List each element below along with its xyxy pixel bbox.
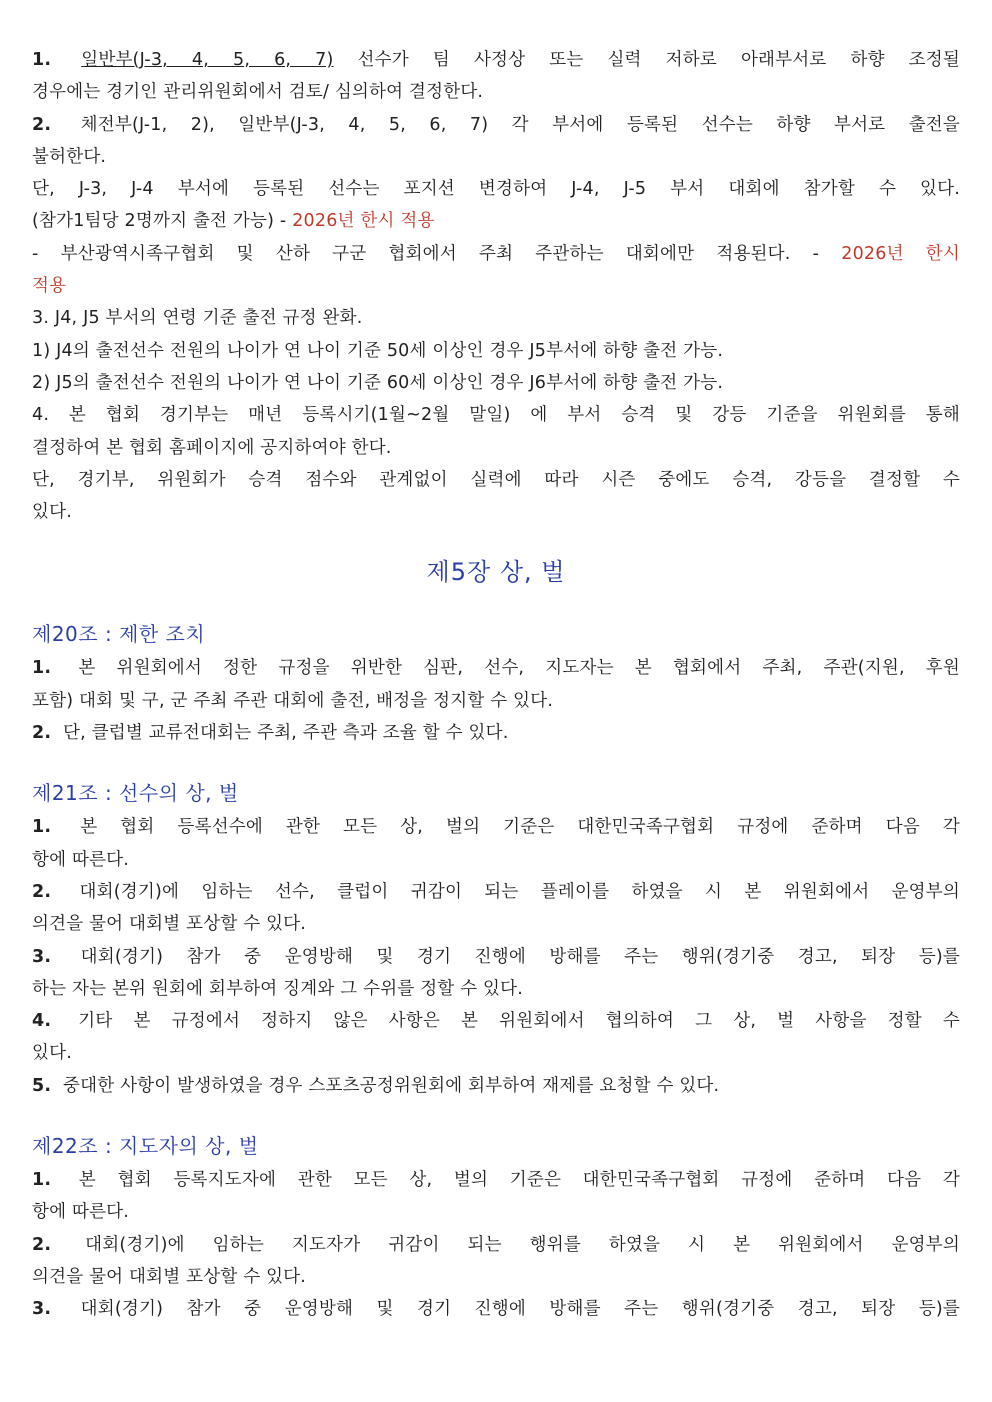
article-item-cont: 하는 자는 본위 원회에 회부하여 징계와 그 수위를 정할 수 있다. (32, 978, 524, 999)
para-line: 1) J4의 출전선수 전원의 나이가 연 나이 기준 50세 이상인 경우 J5부서에 하향 출전 가능. (32, 340, 724, 361)
article-item: 2. 대회(경기)에 임하는 선수, 클럽이 귀감이 되는 플레이를 하였을 시 본 위원회에서 운영부의 (32, 881, 960, 902)
article-item-cont: 항에 따른다. (32, 849, 130, 870)
article-item-cont: 항에 따른다. (32, 1202, 130, 1223)
para-line: 단, 경기부, 위원회가 승격 점수와 관계없이 실력에 따라 시즌 중에도 승격, 강등을 결정할 수 (32, 469, 960, 490)
article-item: 3. 대회(경기) 참가 중 운영방해 및 경기 진행에 방해를 주는 행위(경기중 경고, 퇴장 등)를 (32, 1299, 960, 1320)
para-line: 1. 일반부(J-3, 4, 5, 6, 7) 선수가 팀 사정상 또는 실력 저하로 아래부서로 하향 조정될 (32, 50, 960, 70)
article-item: 1. 본 위원회에서 정한 규정을 위반한 심판, 선수, 지도자는 본 협회에서 주최, 주관(지원, 후원 (32, 658, 960, 679)
para-line: 2) J5의 출전선수 전원의 나이가 연 나이 기준 60세 이상인 경우 J6부서에 하향 출전 가능. (32, 372, 724, 393)
red-note: 2026년 한시 적용 (292, 211, 435, 232)
para-line: 3. J4, J5 부서의 연령 기준 출전 규정 완화. (32, 308, 363, 329)
para-line (32, 270, 960, 302)
para-line: 결정하여 본 협회 홈페이지에 공지하여야 한다. (32, 437, 392, 458)
article-item: 2. 대회(경기)에 임하는 지도자가 귀감이 되는 행위를 하였을 시 본 위원회에서 운영부의 (32, 1234, 960, 1255)
article-item: 1. 본 협회 등록선수에 관한 모든 상, 벌의 기준은 대한민국족구협회 규정에 준하며 다음 각 (32, 817, 960, 838)
para-line: 2. 체전부(J-1, 2), 일반부(J-3, 4, 5, 6, 7) 각 부서에 등록된 선수는 하향 부서로 출전을 (32, 114, 961, 135)
document-page (32, 44, 960, 1326)
article-item: 4. 기타 본 규정에서 정하지 않은 사항은 본 위원회에서 협의하여 그 상, 벌 사항을 정할 수 (32, 1011, 960, 1032)
red-note: 적용 (32, 276, 67, 297)
red-note: 2026년 한시 (841, 243, 960, 264)
chapter-title: 제5장 상, 벌 (426, 558, 566, 587)
article-title: 제22조 : 지도자의 상, 벌 (32, 1134, 259, 1159)
para-line: (참가1팀당 2명까지 출전 가능) - 2026년 한시 적용 (32, 211, 435, 232)
para-line: 있다. (32, 502, 72, 523)
article-item: 5. 중대한 사항이 발생하였을 경우 스포츠공정위원회에 회부하여 재제를 요청할 수 있다. (32, 1075, 720, 1096)
article-item: 1. 본 협회 등록지도자에 관한 모든 상, 벌의 기준은 대한민국족구협회 규정에 준하며 다음 각 (32, 1170, 960, 1191)
para-line: 4. 본 협회 경기부는 매년 등록시기(1월~2월 말일) 에 부서 승격 및 강등 기준을 위원회를 통해 (32, 405, 960, 426)
article-item-cont: 의견을 물어 대회별 포상할 수 있다. (32, 1266, 307, 1287)
para-line: 경우에는 경기인 관리위원회에서 검토/ 심의하여 결정한다. (32, 82, 484, 103)
article-title: 제20조 : 제한 조치 (32, 622, 206, 647)
article-item-cont: 의견을 물어 대회별 포상할 수 있다. (32, 914, 307, 935)
article-item: 3. 대회(경기) 참가 중 운영방해 및 경기 진행에 방해를 주는 행위(경기중 경고, 퇴장 등)를 (32, 946, 960, 967)
article-item-cont: 있다. (32, 1043, 72, 1064)
para-line: - 부산광역시족구협회 및 산하 구군 협회에서 주최 주관하는 대회에만 적용된다. - 2026년 한시 (32, 243, 960, 264)
article-title: 제21조 : 선수의 상, 벌 (32, 781, 239, 806)
article-item-cont: 포함) 대회 및 구, 군 주최 주관 대회에 출전, 배정을 정지할 수 있다. (32, 690, 554, 711)
para-line: 불허한다. (32, 146, 107, 167)
para-line: 단, J-3, J-4 부서에 등록된 선수는 포지션 변경하여 J-4, J-5 부서 대회에 참가할 수 있다. (32, 179, 960, 200)
article-item: 2. 단, 클럽별 교류전대회는 주최, 주관 측과 조율 할 수 있다. (32, 723, 509, 744)
